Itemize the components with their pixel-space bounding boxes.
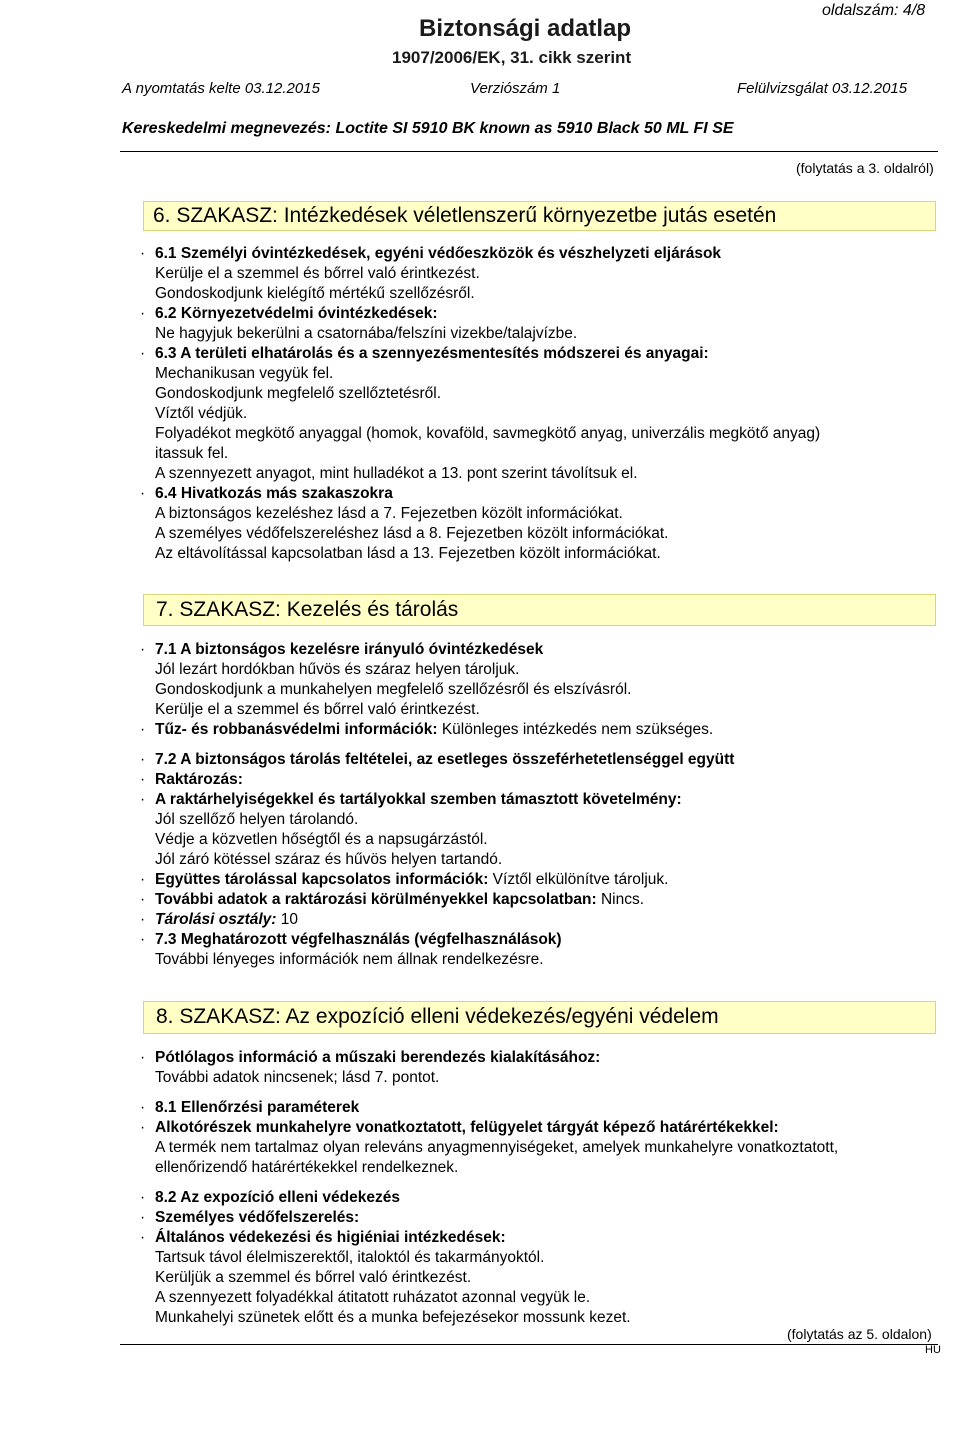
text-line: Kerüljük a szemmel és bőrrel való érintkezést. — [155, 1269, 472, 1286]
section-8-banner — [143, 1001, 936, 1034]
subsection-8-2-heading: 8.2 Az expozíció elleni védekezés — [155, 1189, 400, 1206]
bullet: · — [140, 1189, 146, 1206]
version-number: Verziószám 1 — [470, 80, 561, 97]
text-line: Gondoskodjunk megfelelő szellőztetésről. — [155, 385, 442, 402]
text-line: További lényeges információk nem állnak rendelkezésre. — [155, 951, 544, 968]
subsection-7-3-heading: 7.3 Meghatározott végfelhasználás (végfelhasználások) — [155, 931, 562, 948]
header-divider — [120, 151, 938, 152]
bullet: · — [140, 721, 146, 738]
section-6-title: 6. SZAKASZ: Intézkedések véletlenszerű környezetbe jutás esetén — [153, 204, 777, 227]
text-line: Kerülje el a szemmel és bőrrel való érintkezést. — [155, 265, 480, 282]
section-6-banner — [143, 201, 936, 231]
document-title: Biztonsági adatlap — [419, 15, 632, 42]
subsection-6-1-heading: 6.1 Személyi óvintézkedések, egyéni védőeszközök és vészhelyzeti eljárások — [155, 245, 722, 262]
text-line: Az eltávolítással kapcsolatban lásd a 13. Fejezetben közölt információkat. — [155, 545, 661, 562]
bullet: · — [140, 1099, 146, 1116]
text-line: Jól lezárt hordókban hűvös és száraz helyen tároljuk. — [155, 661, 520, 678]
bullet: · — [140, 245, 146, 262]
subsection-6-4-heading: 6.4 Hivatkozás más szakaszokra — [155, 485, 393, 502]
text-line: Jól záró kötéssel száraz és hűvös helyen tartandó. — [155, 851, 503, 868]
bullet: · — [140, 751, 146, 768]
hygiene-label: Általános védekezési és higiéniai intézkedések: — [155, 1229, 506, 1246]
bullet: · — [140, 1119, 146, 1136]
language-code: HU — [925, 1344, 941, 1356]
ppe-label: Személyes védőfelszerelés: — [155, 1209, 360, 1226]
fire-info-label: Tűz- és robbanásvédelmi információk: — [155, 721, 438, 738]
revision-date: Felülvizsgálat 03.12.2015 — [737, 80, 908, 97]
page-number: oldalszám: 4/8 — [822, 2, 926, 19]
bullet: · — [140, 771, 146, 788]
bullet: · — [140, 305, 146, 322]
text-line: Munkahelyi szünetek előtt és a munka befejezésekor mossunk kezet. — [155, 1309, 631, 1326]
text-line: Folyadékot megkötő anyaggal (homok, kovaföld, savmegkötő anyag, univerzális megkötő anyag) — [155, 425, 821, 442]
fire-info — [155, 721, 713, 739]
trade-name: Kereskedelmi megnevezés: Loctite SI 5910 BK known as 5910 Black 50 ML FI SE — [122, 120, 734, 137]
subsection-6-2-heading: 6.2 Környezetvédelmi óvintézkedések: — [155, 305, 438, 322]
section-8-title: 8. SZAKASZ: Az expozíció elleni védekezés/egyéni védelem — [156, 1005, 719, 1028]
text-line: Mechanikusan vegyük fel. — [155, 365, 334, 382]
text-line: Gondoskodjunk kielégítő mértékű szellőzésről. — [155, 285, 475, 302]
bullet: · — [140, 931, 146, 948]
bullet: · — [140, 891, 146, 908]
further-storage-label: További adatok a raktározási körülményekkel kapcsolatban: — [155, 891, 597, 908]
text-line: Jól szellőző helyen tárolandó. — [155, 811, 359, 828]
text-line: Gondoskodjunk a munkahelyen megfelelő szellőzésről és elszívásról. — [155, 681, 632, 698]
components-label: Alkotórészek munkahelyre vonatkoztatott, felügyelet tárgyát képező határértékekkel: — [155, 1119, 779, 1136]
section-7-title: 7. SZAKASZ: Kezelés és tárolás — [156, 598, 459, 621]
continued-to: (folytatás az 5. oldalon) — [787, 1326, 932, 1342]
text-line: Víztől védjük. — [155, 405, 248, 422]
fire-info-value: Különleges intézkedés nem szükséges. — [437, 721, 714, 738]
subsection-8-1-heading: 8.1 Ellenőrzési paraméterek — [155, 1099, 360, 1116]
further-storage-info — [155, 891, 644, 909]
bullet: · — [140, 871, 146, 888]
subsection-7-2-heading: 7.2 A biztonságos tárolás feltételei, az esetleges összeférhetetlenséggel együtt — [155, 751, 735, 768]
extra-info-label: Pótlólagos információ a műszaki berendezés kialakításához: — [155, 1049, 601, 1066]
bullet: · — [140, 911, 146, 928]
bullet: · — [140, 485, 146, 502]
joint-storage-label: Együttes tárolással kapcsolatos információk: — [155, 871, 489, 888]
storage-class — [155, 911, 298, 929]
storage-class-label: Tárolási osztály: — [155, 911, 277, 928]
subsection-6-3-heading: 6.3 A területi elhatárolás és a szennyezésmentesítés módszerei és anyagai: — [155, 345, 709, 362]
bullet: · — [140, 641, 146, 658]
print-date: A nyomtatás kelte 03.12.2015 — [122, 80, 320, 97]
subsection-7-1-heading: 7.1 A biztonságos kezelésre irányuló óvintézkedések — [155, 641, 544, 658]
text-line: itassuk fel. — [155, 445, 229, 462]
storage-requirements-label: A raktárhelyiségekkel és tartályokkal szemben támasztott követelmény: — [155, 791, 682, 808]
regulation-subtitle: 1907/2006/EK, 31. cikk szerint — [392, 48, 632, 67]
bullet: · — [140, 1049, 146, 1066]
text-line: A szennyezett anyagot, mint hulladékot a 13. pont szerint távolítsuk el. — [155, 465, 638, 482]
text-line: A személyes védőfelszereléshez lásd a 8. Fejezetben közölt információkat. — [155, 525, 669, 542]
text-line: Védje a közvetlen hőségtől és a napsugárzástól. — [155, 831, 488, 848]
joint-storage-info — [155, 871, 668, 889]
bullet: · — [140, 791, 146, 808]
storage-class-value: 10 — [276, 911, 299, 928]
further-storage-value: Nincs. — [596, 891, 645, 908]
text-line: Kerülje el a szemmel és bőrrel való érintkezést. — [155, 701, 480, 718]
text-line: Ne hagyjuk bekerülni a csatornába/felszíni vizekbe/talajvízbe. — [155, 325, 578, 342]
bullet: · — [140, 1209, 146, 1226]
text-line: A termék nem tartalmaz olyan releváns anyagmennyiségeket, amelyek munkahelyre vonatkoztatott, — [155, 1139, 839, 1156]
bullet: · — [140, 345, 146, 362]
text-line: Tartsuk távol élelmiszerektől, italoktól és takarmányoktól. — [155, 1249, 545, 1266]
text-line: A szennyezett folyadékkal átitatott ruházatot azonnal vegyük le. — [155, 1289, 591, 1306]
text-line: További adatok nincsenek; lásd 7. pontot. — [155, 1069, 440, 1086]
continued-from: (folytatás a 3. oldalról) — [796, 160, 934, 176]
storage-label: Raktározás: — [155, 771, 243, 788]
bullet: · — [140, 1229, 146, 1246]
text-line: A biztonságos kezeléshez lásd a 7. Fejezetben közölt információkat. — [155, 505, 623, 522]
footer-divider — [120, 1344, 938, 1345]
text-line: ellenőrizendő határértékekkel rendelkeznek. — [155, 1159, 459, 1176]
section-7-banner — [143, 594, 936, 626]
joint-storage-value: Víztől elkülönítve tároljuk. — [488, 871, 669, 888]
